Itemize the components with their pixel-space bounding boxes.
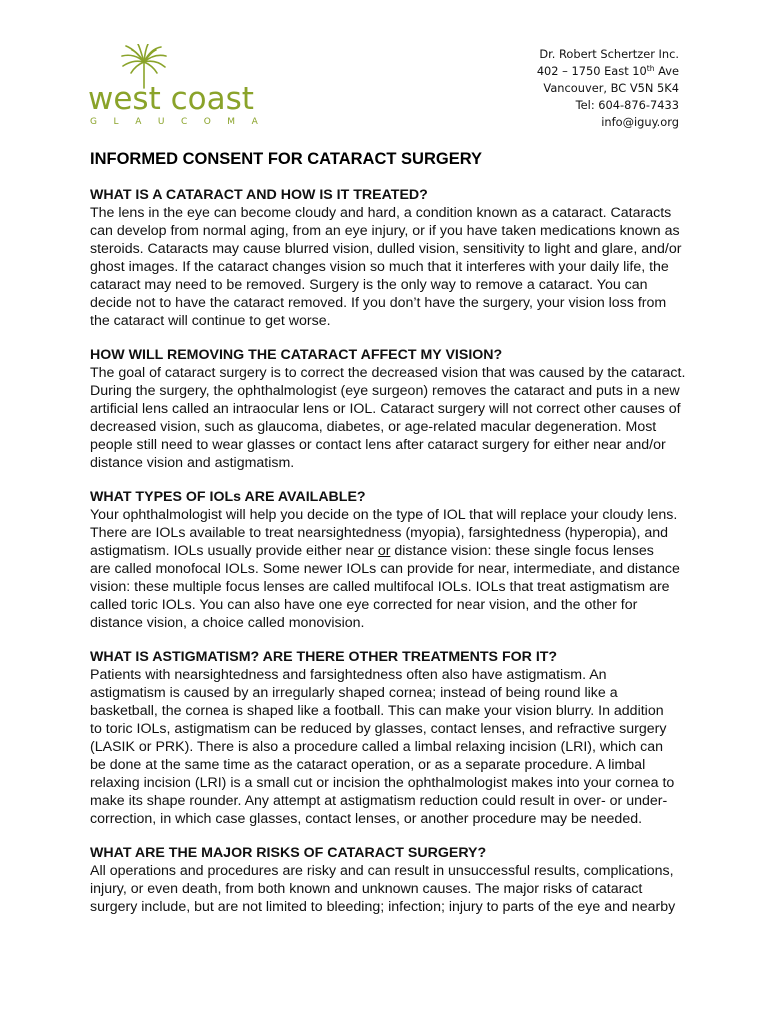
paragraph-line: are called monofocal IOLs. Some newer IOLs can provide for near, intermediate, and distance: [90, 561, 680, 577]
telephone: Tel: 604-876-7433: [575, 98, 679, 112]
paragraph-line: make its shape rounder. Any attempt at astigmatism reduction could result in over- or under-: [90, 793, 668, 809]
paragraph-line: distance vision, a choice called monovision.: [90, 615, 365, 631]
paragraph-line: There are IOLs available to treat nearsightedness (myopia), farsightedness (hyperopia), and: [90, 525, 669, 541]
section-cataract-treatment: [90, 186, 730, 330]
clinic-address-block: [537, 46, 679, 131]
paragraph-line: vision: these multiple focus lenses are called multifocal IOLs. IOLs that treat astigmatism are: [90, 579, 670, 595]
section-heading: WHAT IS ASTIGMATISM? ARE THERE OTHER TREATMENTS FOR IT?: [90, 649, 558, 665]
street-address: 402 – 1750 East 10th Ave: [536, 64, 679, 78]
paragraph-line: artificial lens called an intraocular lens or IOL. Cataract surgery will not correct other causes of: [90, 401, 681, 417]
underlined-word: or: [377, 543, 391, 559]
email-link[interactable]: info@iguy.org: [601, 115, 679, 129]
paragraph-line: The lens in the eye can become cloudy and hard, a condition known as a cataract. Cataracts: [90, 205, 672, 221]
paragraph-line: distance vision and astigmatism.: [90, 455, 295, 471]
logo-subtitle: GLAUCOMA: [90, 117, 275, 127]
paragraph-line: called toric IOLs. You can also have one eye corrected for near vision, and the other for: [90, 597, 638, 613]
section-major-risks: [90, 844, 730, 916]
clinic-name: Dr. Robert Schertzer Inc.: [539, 47, 679, 61]
paragraph-line: people still need to wear glasses or contact lens after cataract surgery for either near and/or: [90, 437, 666, 453]
paragraph-line: (LASIK or PRK). There is also a procedure called a limbal relaxing incision (LRI), which can: [90, 739, 664, 755]
section-heading: WHAT IS A CATARACT AND HOW IS IT TREATED?: [90, 187, 428, 203]
paragraph-line: to toric IOLs, astigmatism can be reduced by glasses, contact lenses, and refractive surgery: [90, 721, 667, 737]
section-heading: WHAT ARE THE MAJOR RISKS OF CATARACT SURGERY?: [90, 845, 487, 861]
paragraph-line: cataract may need to be removed. Surgery is the only way to remove a cataract. You can: [90, 277, 648, 293]
paragraph-line: correction, in which case glasses, contact lenses, or another procedure may be needed.: [90, 811, 643, 827]
paragraph-line: Your ophthalmologist will help you decide on the type of IOL that will replace your cloudy lens.: [90, 507, 678, 523]
paragraph-line: injury, or even death, from both known and unknown causes. The major risks of cataract: [90, 881, 643, 897]
paragraph-line: All operations and procedures are risky and can result in unsuccessful results, complications,: [90, 863, 674, 879]
document-title: INFORMED CONSENT FOR CATARACT SURGERY: [90, 150, 483, 168]
paragraph-line: ghost images. If the cataract changes vision so much that it interferes with your daily life, the: [90, 259, 669, 275]
logo-wordmark: west coast: [88, 81, 254, 117]
paragraph-line: The goal of cataract surgery is to correct the decreased vision that was caused by the cataract.: [90, 365, 686, 381]
section-vision-effect: [90, 346, 730, 472]
section-heading: HOW WILL REMOVING THE CATARACT AFFECT MY VISION?: [90, 347, 503, 363]
section-iol-types: [90, 488, 730, 632]
paragraph-line: decide not to have the cataract removed. If you don’t have the surgery, your vision loss from: [90, 295, 667, 311]
section-astigmatism: [90, 648, 730, 828]
section-heading: WHAT TYPES OF IOLs ARE AVAILABLE?: [90, 489, 366, 505]
paragraph-line: basketball, the cornea is shaped like a football. This can make your vision blurry. In addition: [90, 703, 664, 719]
paragraph-line: astigmatism is caused by an irregularly shaped cornea; instead of being round like a: [90, 685, 618, 701]
paragraph-line: surgery include, but are not limited to bleeding; infection; injury to parts of the eye and nearby: [90, 899, 676, 915]
west-coast-glaucoma-logo: [88, 44, 275, 130]
paragraph-line: During the surgery, the ophthalmologist (eye surgeon) removes the cataract and puts in a new: [90, 383, 680, 399]
paragraph-line: can develop from normal aging, from an eye injury, or if you have taken medications known as: [90, 223, 680, 239]
paragraph-line: relaxing incision (LRI) is a small cut or incision the ophthalmologist makes into your cornea to: [90, 775, 675, 791]
paragraph-line: steroids. Cataracts may cause blurred vision, dulled vision, sensitivity to light and glare, and/or: [90, 241, 682, 257]
city-postal: Vancouver, BC V5N 5K4: [543, 81, 679, 95]
paragraph-line: Patients with nearsightedness and farsightedness often also have astigmatism. An: [90, 667, 607, 683]
paragraph-line: the cataract will continue to get worse.: [90, 313, 331, 329]
document-body: [90, 186, 730, 932]
paragraph-line: decreased vision, such as glaucoma, diabetes, or age-related macular degeneration. Most: [90, 419, 657, 435]
paragraph-line: astigmatism. IOLs usually provide either near or distance vision: these single focus lenses: [90, 543, 654, 559]
paragraph-line: be done at the same time as the cataract operation, or as a separate procedure. A limbal: [90, 757, 646, 773]
